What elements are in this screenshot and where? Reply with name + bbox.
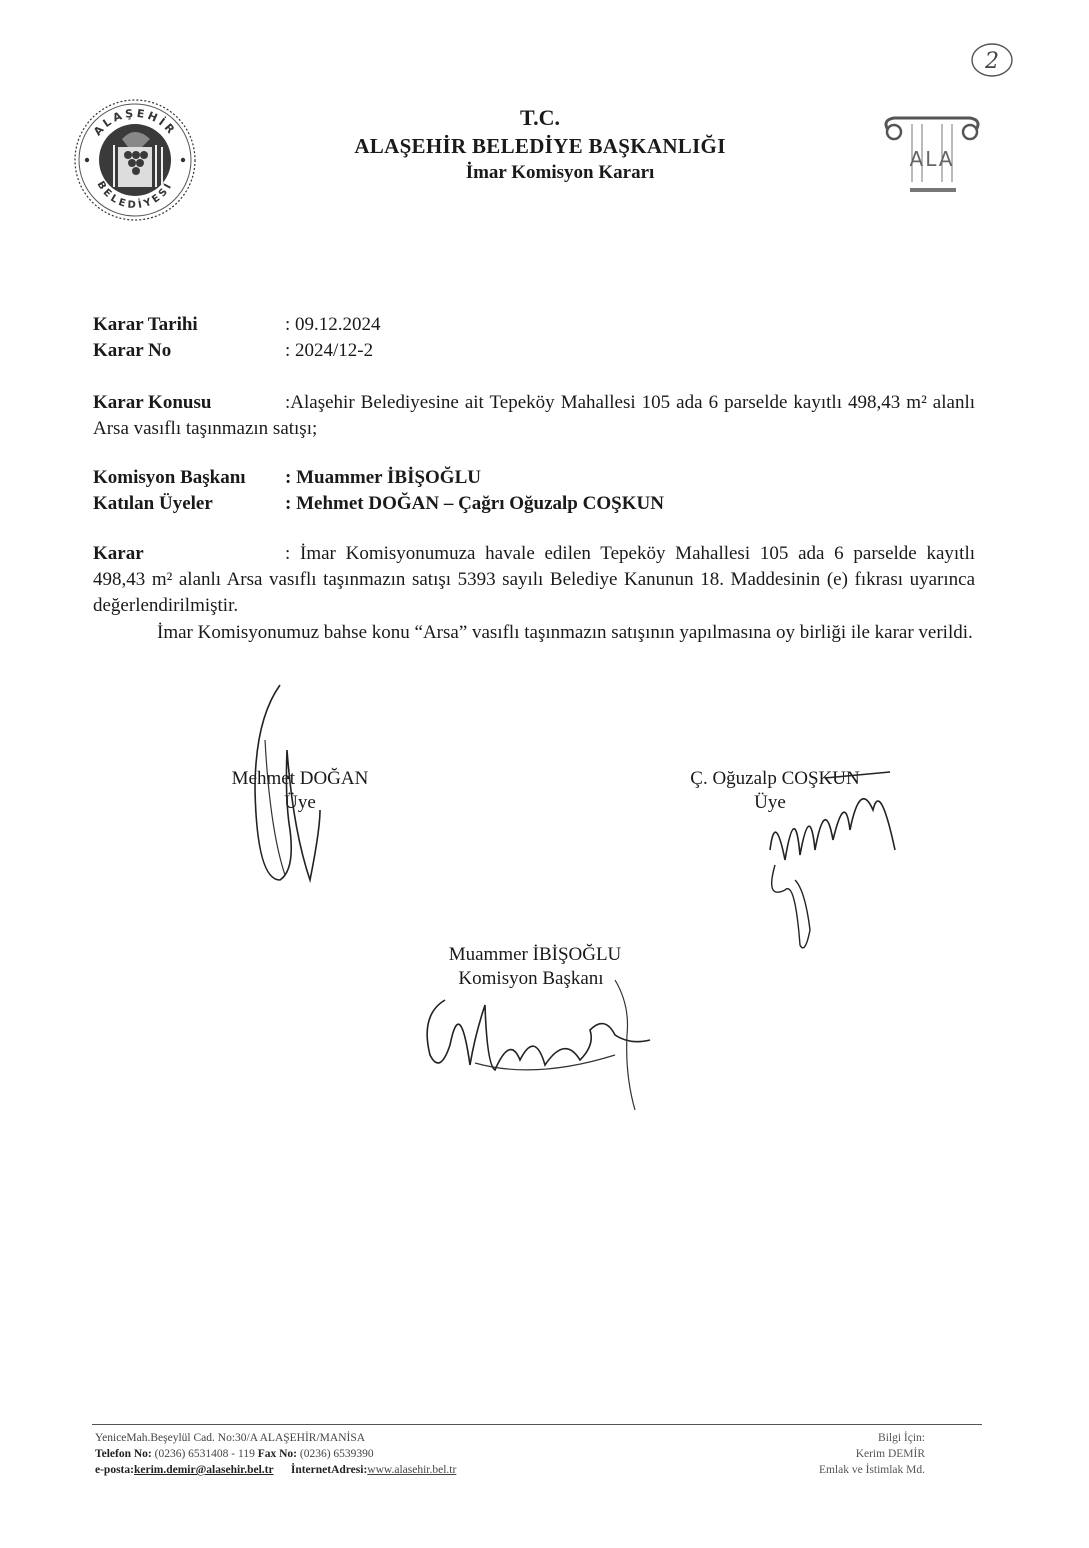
decision-subject-label: Karar Konusu [93, 392, 212, 413]
footer-email-link[interactable]: kerim.demir@alasehir.bel.tr [133, 1464, 274, 1476]
header-institution: ALAŞEHİR BELEDİYE BAŞKANLIĞI [354, 134, 726, 158]
page-number-circle [968, 40, 1016, 80]
commission-chair-label: Komisyon Başkanı [93, 467, 246, 488]
document-header [260, 104, 820, 186]
decision-no-value: : 2024/12-2 [285, 340, 374, 361]
commission-chair-row [93, 465, 481, 491]
signatory-right-role: Üye [754, 792, 786, 813]
header-document-type: İmar Komisyon Kararı [465, 162, 655, 183]
signature-right-handwritten [755, 770, 915, 955]
page-number-text: 2 [985, 49, 999, 74]
decision-subject [93, 390, 975, 442]
footer-email-web [95, 1462, 456, 1478]
footer-info [780, 1430, 925, 1478]
footer-info-title: Emlak ve İstimlak Md. [818, 1464, 925, 1476]
footer-web-label: İnternetAdresi: [290, 1464, 368, 1476]
footer-phone-value: (0236) 6531408 - 119 [151, 1448, 255, 1460]
signatory-left-role: Üye [284, 792, 316, 813]
decision-no-label: Karar No [93, 340, 172, 361]
signatory-center-name: Muammer İBİŞOĞLU [448, 944, 622, 965]
footer-info-name: Kerim DEMİR [855, 1448, 925, 1460]
decision-label: Karar [93, 543, 144, 564]
decision-date-label: Karar Tarihi [93, 314, 198, 335]
ala-logo-text: ALA [909, 147, 955, 171]
decision-date-row [93, 312, 381, 338]
members-label: Katılan Üyeler [93, 493, 213, 514]
seal-ring-text-top: ALAŞEHİR [91, 106, 179, 139]
ala-logo [880, 112, 985, 198]
footer-contact [95, 1430, 456, 1478]
signatory-right-name: Ç. Oğuzalp COŞKUN [690, 768, 860, 789]
page-number [968, 40, 1016, 80]
footer-fax-label: Fax No: [257, 1448, 297, 1460]
signatory-left-name: Mehmet DOĞAN [231, 768, 369, 789]
footer-web-link[interactable]: www.alasehir.bel.tr [367, 1464, 457, 1476]
members-value: : Mehmet DOĞAN – Çağrı Oğuzalp COŞKUN [285, 493, 664, 514]
decision-conclusion: İmar Komisyonumuz bahse konu “Arsa” vasıflı taşınmazın satışının yapılmasına oy birliği ile karar verildi. [157, 622, 973, 643]
header-tc: T.C. [520, 105, 560, 130]
municipality-seal [70, 95, 200, 225]
footer-fax-value: (0236) 6539390 [297, 1448, 374, 1460]
footer-phone-label: Telefon No: [95, 1448, 152, 1460]
members-row [93, 491, 664, 517]
decision-no-row [93, 338, 373, 364]
decision-body [93, 541, 975, 619]
footer-divider [92, 1424, 982, 1425]
decision-subject-text: :Alaşehir Belediyesine ait Tepeköy Mahallesi 105 ada 6 parselde kayıtlı 498,43 m² alanlı Arsa vasıflı taşınmazın satışı; [93, 392, 975, 439]
seal-ring-text-bottom: BELEDİYESİ [94, 179, 176, 212]
footer-info-label: Bilgi İçin: [878, 1432, 925, 1444]
footer-address: YeniceMah.Beşeylül Cad. No:30/A ALAŞEHİR/MANİSA [95, 1432, 366, 1444]
signature-left-handwritten [225, 680, 345, 890]
footer-phone-fax [95, 1446, 456, 1462]
footer-email-label: e-posta: [95, 1464, 134, 1476]
commission-chair-value: : Muammer İBİŞOĞLU [285, 467, 481, 488]
decision-date-value: : 09.12.2024 [285, 314, 381, 335]
decision-text: : İmar Komisyonumuza havale edilen Tepeköy Mahallesi 105 ada 6 parselde kayıtlı 498,43 m² alanlı Arsa vasıflı taşınmazın satışı 5393 sayılı Belediye Kanunun 18. Maddesinin (e) fıkrası uyarınca değerlendirilmiştir. [93, 543, 975, 616]
signature-center-handwritten [415, 975, 665, 1115]
signatory-center-role: Komisyon Başkanı [458, 968, 604, 989]
